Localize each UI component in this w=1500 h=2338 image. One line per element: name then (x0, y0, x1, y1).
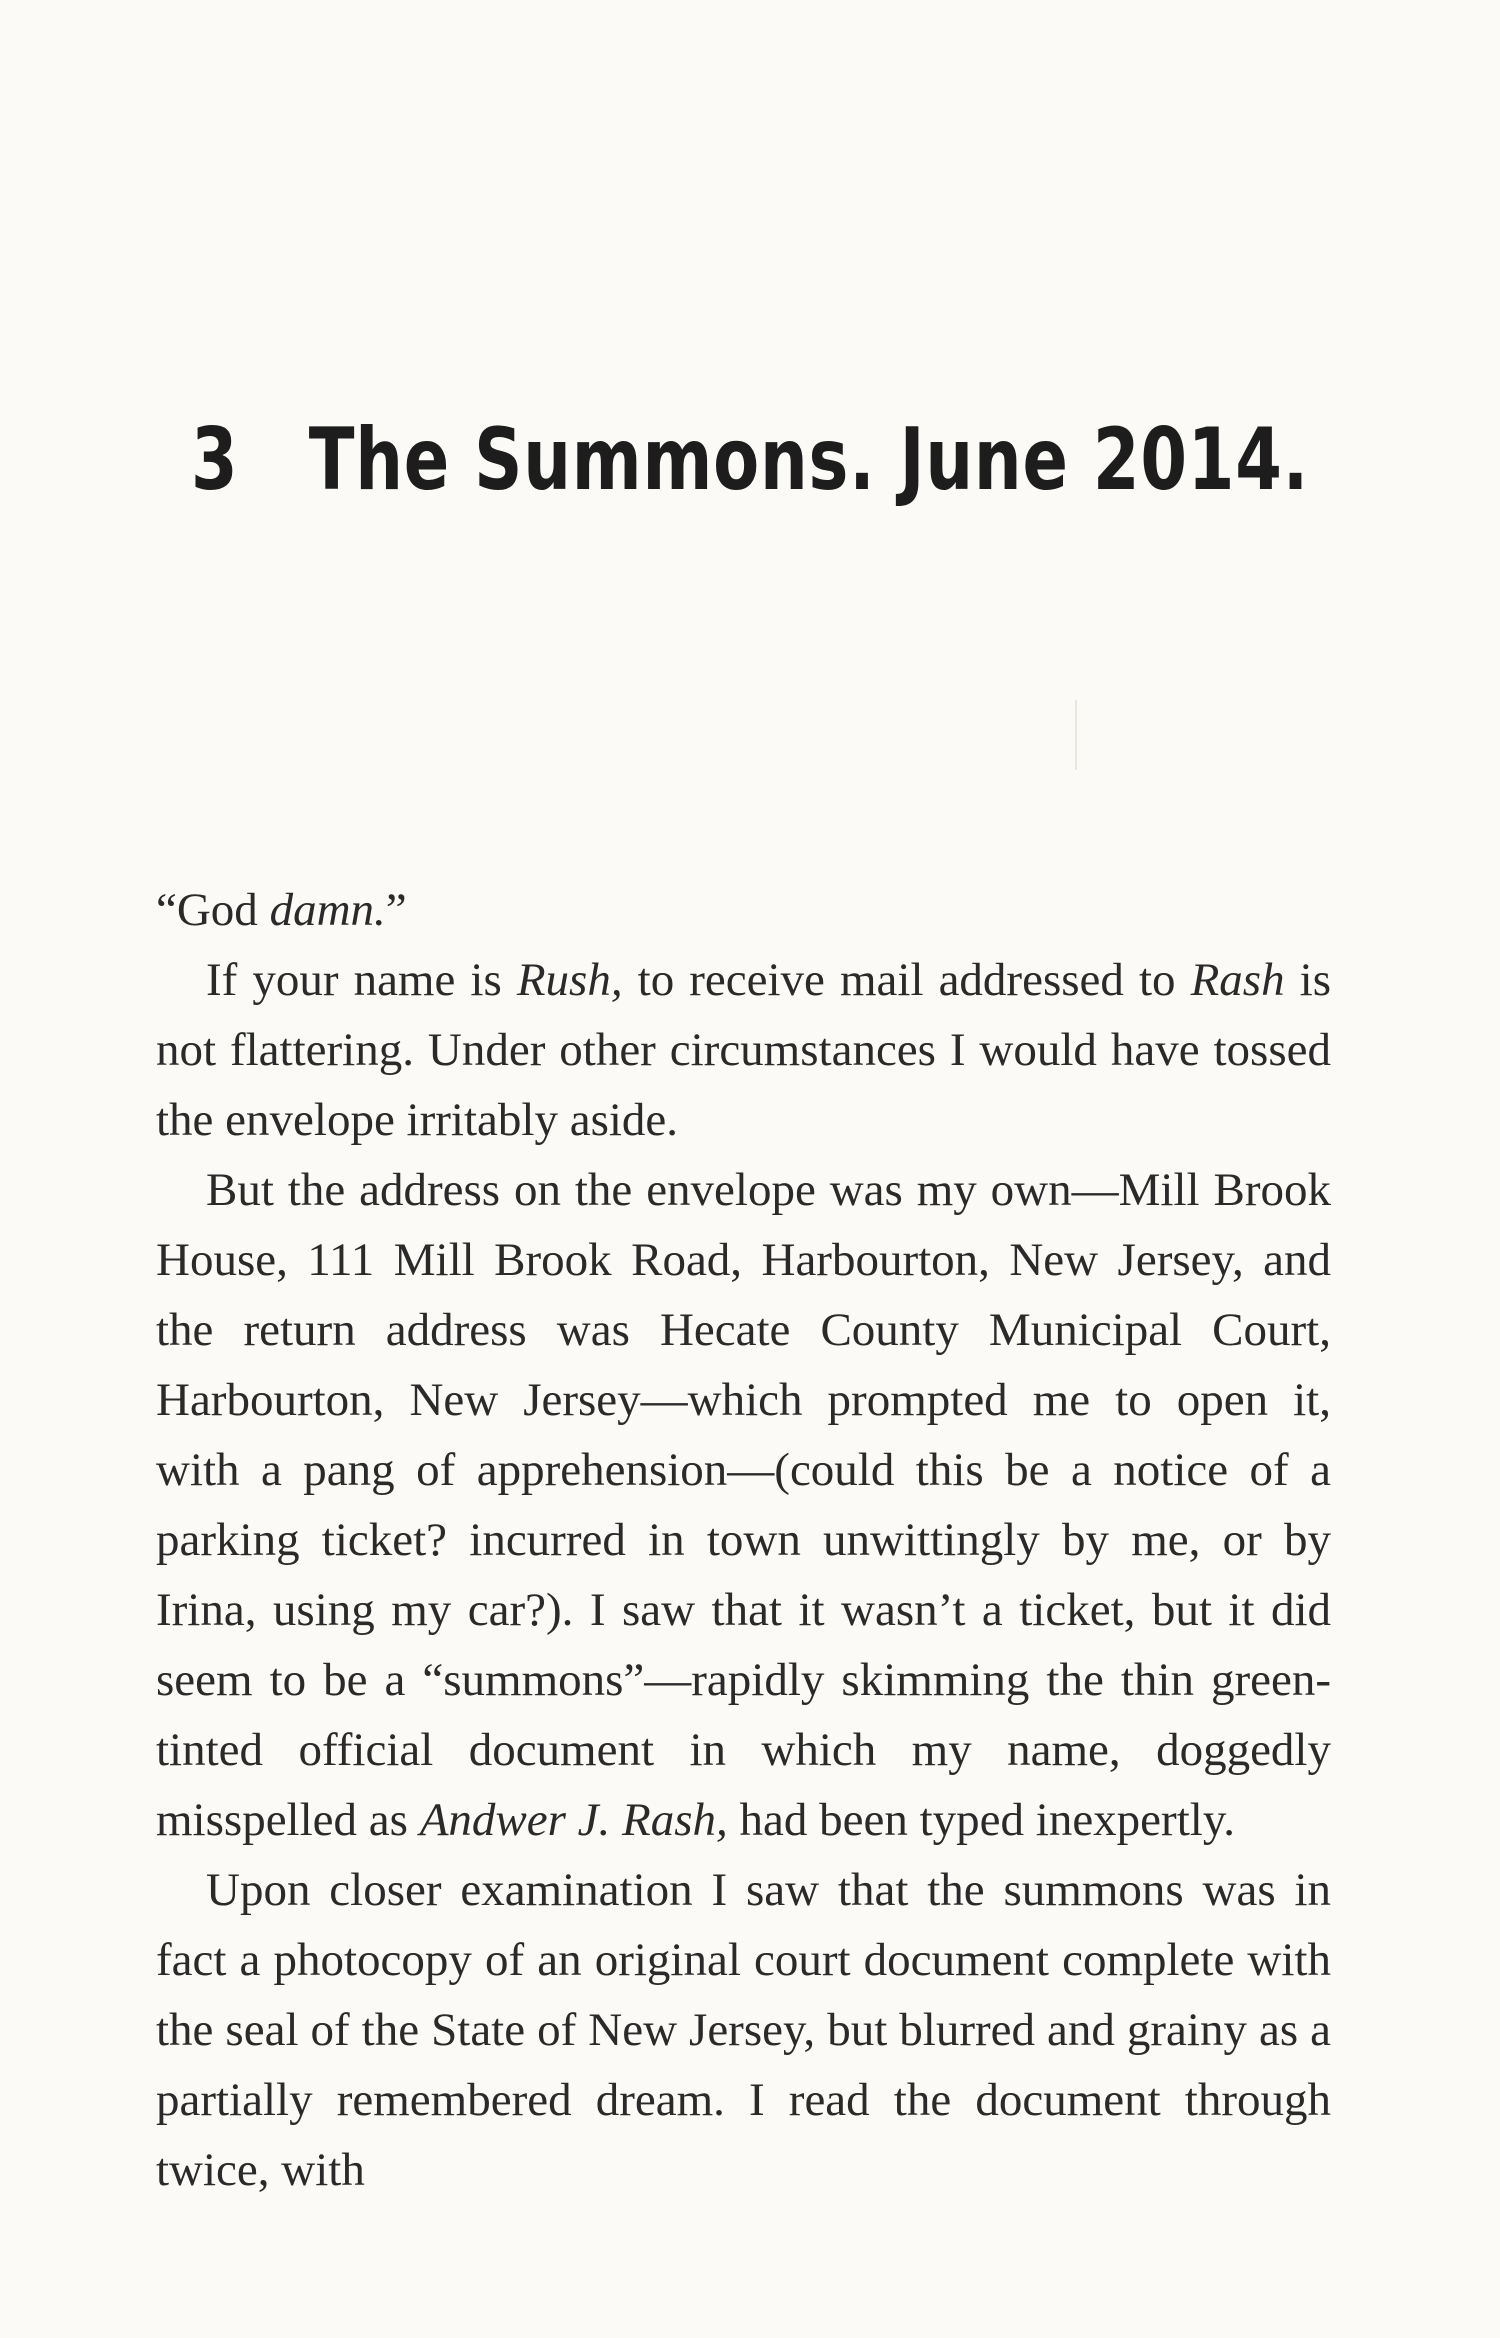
chapter-title: The Summons. June 2014. (308, 410, 1309, 510)
page-crease-mark (1075, 700, 1077, 770)
paragraph-3 (156, 1155, 1331, 1855)
text-span: “God (156, 884, 270, 936)
chapter-number: 3 (191, 410, 239, 510)
text-span: ” (385, 884, 407, 936)
italic-text: Andwer J. Rash, (419, 1794, 728, 1846)
text-span: to receive mail addressed to (622, 954, 1191, 1006)
text-span: But the address on the envelope was my own—Mill Brook House, 111 Mill Brook Road, Harbourton, New Jersey, and the return address was Hecate County Municipal Court, Harbourton, New Jersey—which prompted me to open it, with a pang of apprehension—(could this be a notice of a parking ticket? incurred in town unwittingly by me, or by Irina, using my car?). I saw that it wasn’t a ticket, but it did seem to be a “summons”—rapidly skimming the thin green-tinted official document in which my name, doggedly misspelled as (156, 1164, 1331, 1846)
chapter-heading (165, 410, 1335, 510)
text-span: If your name is (206, 954, 517, 1006)
paragraph-1 (156, 875, 1331, 945)
paragraph-4 (156, 1855, 1331, 2205)
body-text (156, 875, 1331, 2205)
italic-text: Rush, (516, 954, 623, 1006)
italic-text: Rash (1190, 954, 1285, 1006)
text-span: Upon closer examination I saw that the summons was in fact a photocopy of an original court document complete with the seal of the State of New Jersey, but blurred and grainy as a partially remembered dream. I read the document through twice, with (156, 1864, 1331, 2196)
text-span: is not flattering. Under other circumstances I would have tossed the envelope irritably aside. (156, 954, 1331, 1146)
paragraph-2 (156, 945, 1331, 1155)
text-span: had been typed inexpertly. (727, 1794, 1236, 1846)
italic-text: damn. (269, 884, 386, 936)
